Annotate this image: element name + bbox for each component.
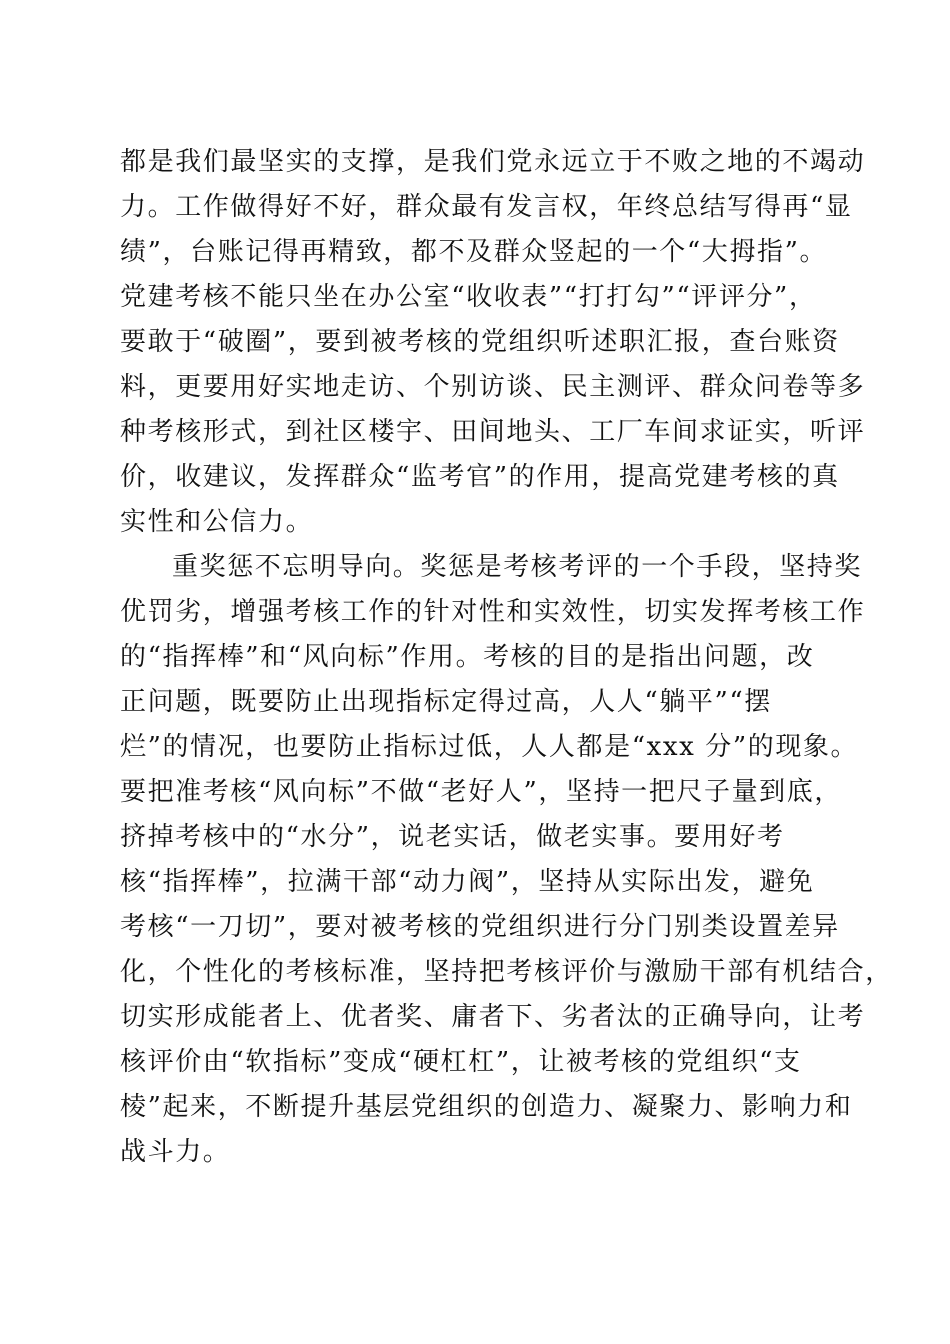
paragraph-line: 实性和公信力。 — [120, 507, 314, 537]
paragraph-line: 都是我们最坚实的支撑，是我们党永远立于不败之地的不竭动 — [120, 147, 866, 177]
paragraph-line: 核评价由“软指标”变成“硬杠杠”，让被考核的党组织“支 — [120, 1047, 802, 1077]
paragraph-line: 棱”起来，不断提升基层党组织的创造力、凝聚力、影响力和 — [120, 1092, 853, 1122]
paragraph-line: 力。工作做得好不好，群众最有发言权，年终总结写得再“显 — [120, 192, 853, 222]
paragraph-line: 党建考核不能只坐在办公室“收收表”“打打勾”“评评分”， — [120, 282, 817, 312]
paragraph-line: 价，收建议，发挥群众“监考官”的作用，提高党建考核的真 — [120, 462, 840, 492]
document-body — [120, 140, 893, 1175]
paragraph-line: 战斗力。 — [120, 1137, 231, 1167]
paragraph-line: 烂”的情况，也要防止指标过低，人人都是“xxx 分”的现象。 — [120, 732, 859, 762]
paragraph-first-line: 重奖惩不忘明导向。奖惩是考核考评的一个手段，坚持奖 — [172, 552, 863, 582]
paragraph-line: 化，个性化的考核标准，坚持把考核评价与激励干部有机结合， — [120, 957, 893, 987]
paragraph-line: 核“指挥棒”，拉满干部“动力阀”，坚持从实际出发，避免 — [120, 867, 815, 897]
paragraph-line: 的“指挥棒”和“风向标”作用。考核的目的是指出问题，改 — [120, 642, 815, 672]
paragraph-line: 种考核形式，到社区楼宇、田间地头、工厂车间求证实，听评 — [120, 417, 866, 447]
paragraph-line: 切实形成能者上、优者奖、庸者下、劣者汰的正确导向，让考 — [120, 1002, 866, 1032]
paragraph-1 — [120, 140, 866, 545]
paragraph-line: 料，更要用好实地走访、个别访谈、民主测评、群众问卷等多 — [120, 372, 866, 402]
paragraph-line: 考核“一刀切”，要对被考核的党组织进行分门别类设置差异 — [120, 912, 840, 942]
paragraph-line: 正问题，既要防止出现指标定得过高，人人“躺平”“摆 — [120, 687, 772, 717]
paragraph-line: 优罚劣，增强考核工作的针对性和实效性，切实发挥考核工作 — [120, 597, 866, 627]
paragraph-line: 要敢于“破圈”，要到被考核的党组织听述职汇报，查台账资 — [120, 327, 840, 357]
paragraph-line: 绩”，台账记得再精致，都不及群众竖起的一个“大拇指”。 — [120, 237, 828, 267]
paragraph-line: 挤掉考核中的“水分”，说老实话，做老实事。要用好考 — [120, 822, 785, 852]
paragraph-line: 要把准考核“风向标”不做“老好人”，坚持一把尺子量到底， — [120, 777, 842, 807]
paragraph-2 — [120, 545, 893, 1175]
